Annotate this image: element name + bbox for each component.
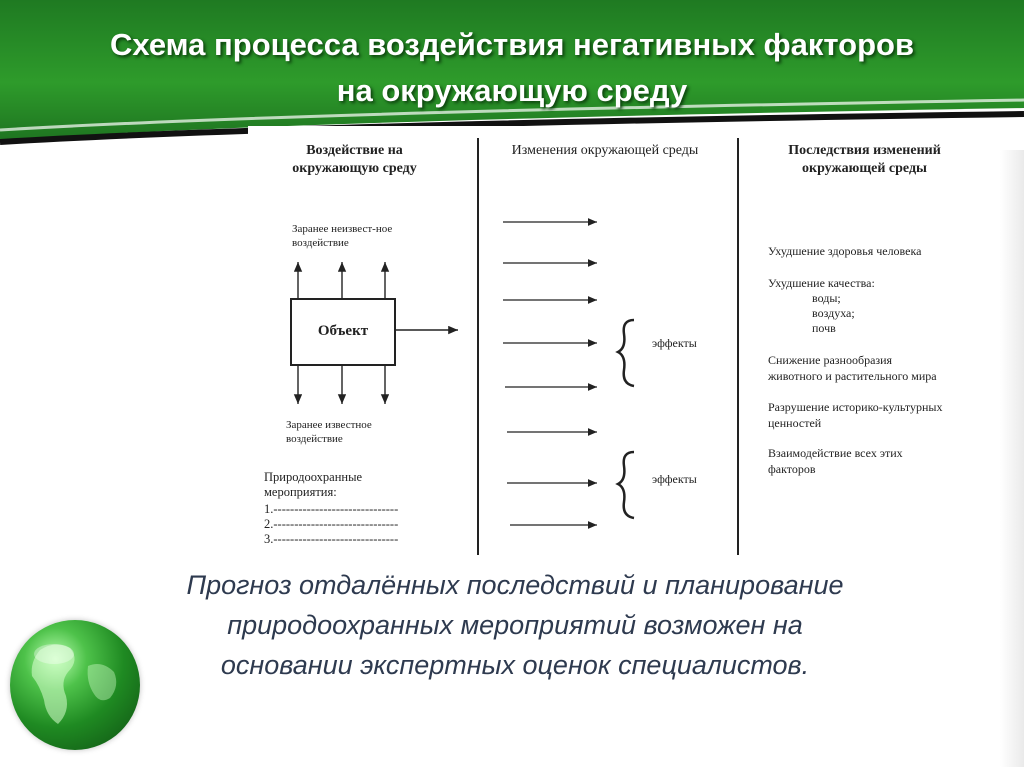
consequence-health: Ухудшение здоровья человека [768,244,922,258]
globe-icon [10,620,140,750]
footer-line-3: основании экспертных оценок специалистов. [220,650,810,680]
consequence-diversity-1: Снижение разнообразия [768,353,893,367]
object-box [290,298,396,366]
brace-2 [618,452,634,518]
effects-label-2: эффекты [652,472,697,486]
consequence-soil: почв [812,321,836,335]
measure-item-1: 1.------------------------------ [264,502,399,516]
consequence-water: воды; [812,291,841,305]
footer-note [100,565,930,685]
title-line-2: на окружающую среду [336,73,688,108]
right-edge-decoration [1000,150,1024,767]
object-label: Объект [317,323,369,339]
consequence-quality: Ухудшение качества: [768,276,875,290]
consequence-air: воздуха; [812,306,855,320]
measures-heading: Природоохранные мероприятия: [264,470,363,499]
known-impact-label: Заранее известное воздействие [286,419,372,445]
footer-line-2: природоохранных мероприятий возможен на [227,610,803,640]
brace-1 [618,320,634,386]
consequence-heritage-1: Разрушение историко-культурных [768,400,943,414]
effects-label-1: эффекты [652,336,697,350]
consequence-diversity-2: животного и растительного мира [768,369,937,383]
col3-heading: Последствия изменений окружающей среды [788,143,941,176]
consequence-interaction-2: факторов [768,462,816,476]
unknown-impact-label: Заранее неизвест-ное воздействие [292,223,393,249]
consequence-interaction-1: Взаимодействие всех этих [768,446,903,460]
title-line-1: Схема процесса воздействия негативных факторов [109,27,915,62]
consequence-heritage-2: ценностей [768,416,822,430]
col1-heading: Воздействие на окружающую среду [292,143,417,176]
col2-heading: Изменения окружающей среды [511,143,699,158]
footer-line-1: Прогноз отдалённых последствий и планирование [186,570,844,600]
measure-item-3: 3.------------------------------ [264,532,399,546]
measure-item-2: 2.------------------------------ [264,517,399,531]
